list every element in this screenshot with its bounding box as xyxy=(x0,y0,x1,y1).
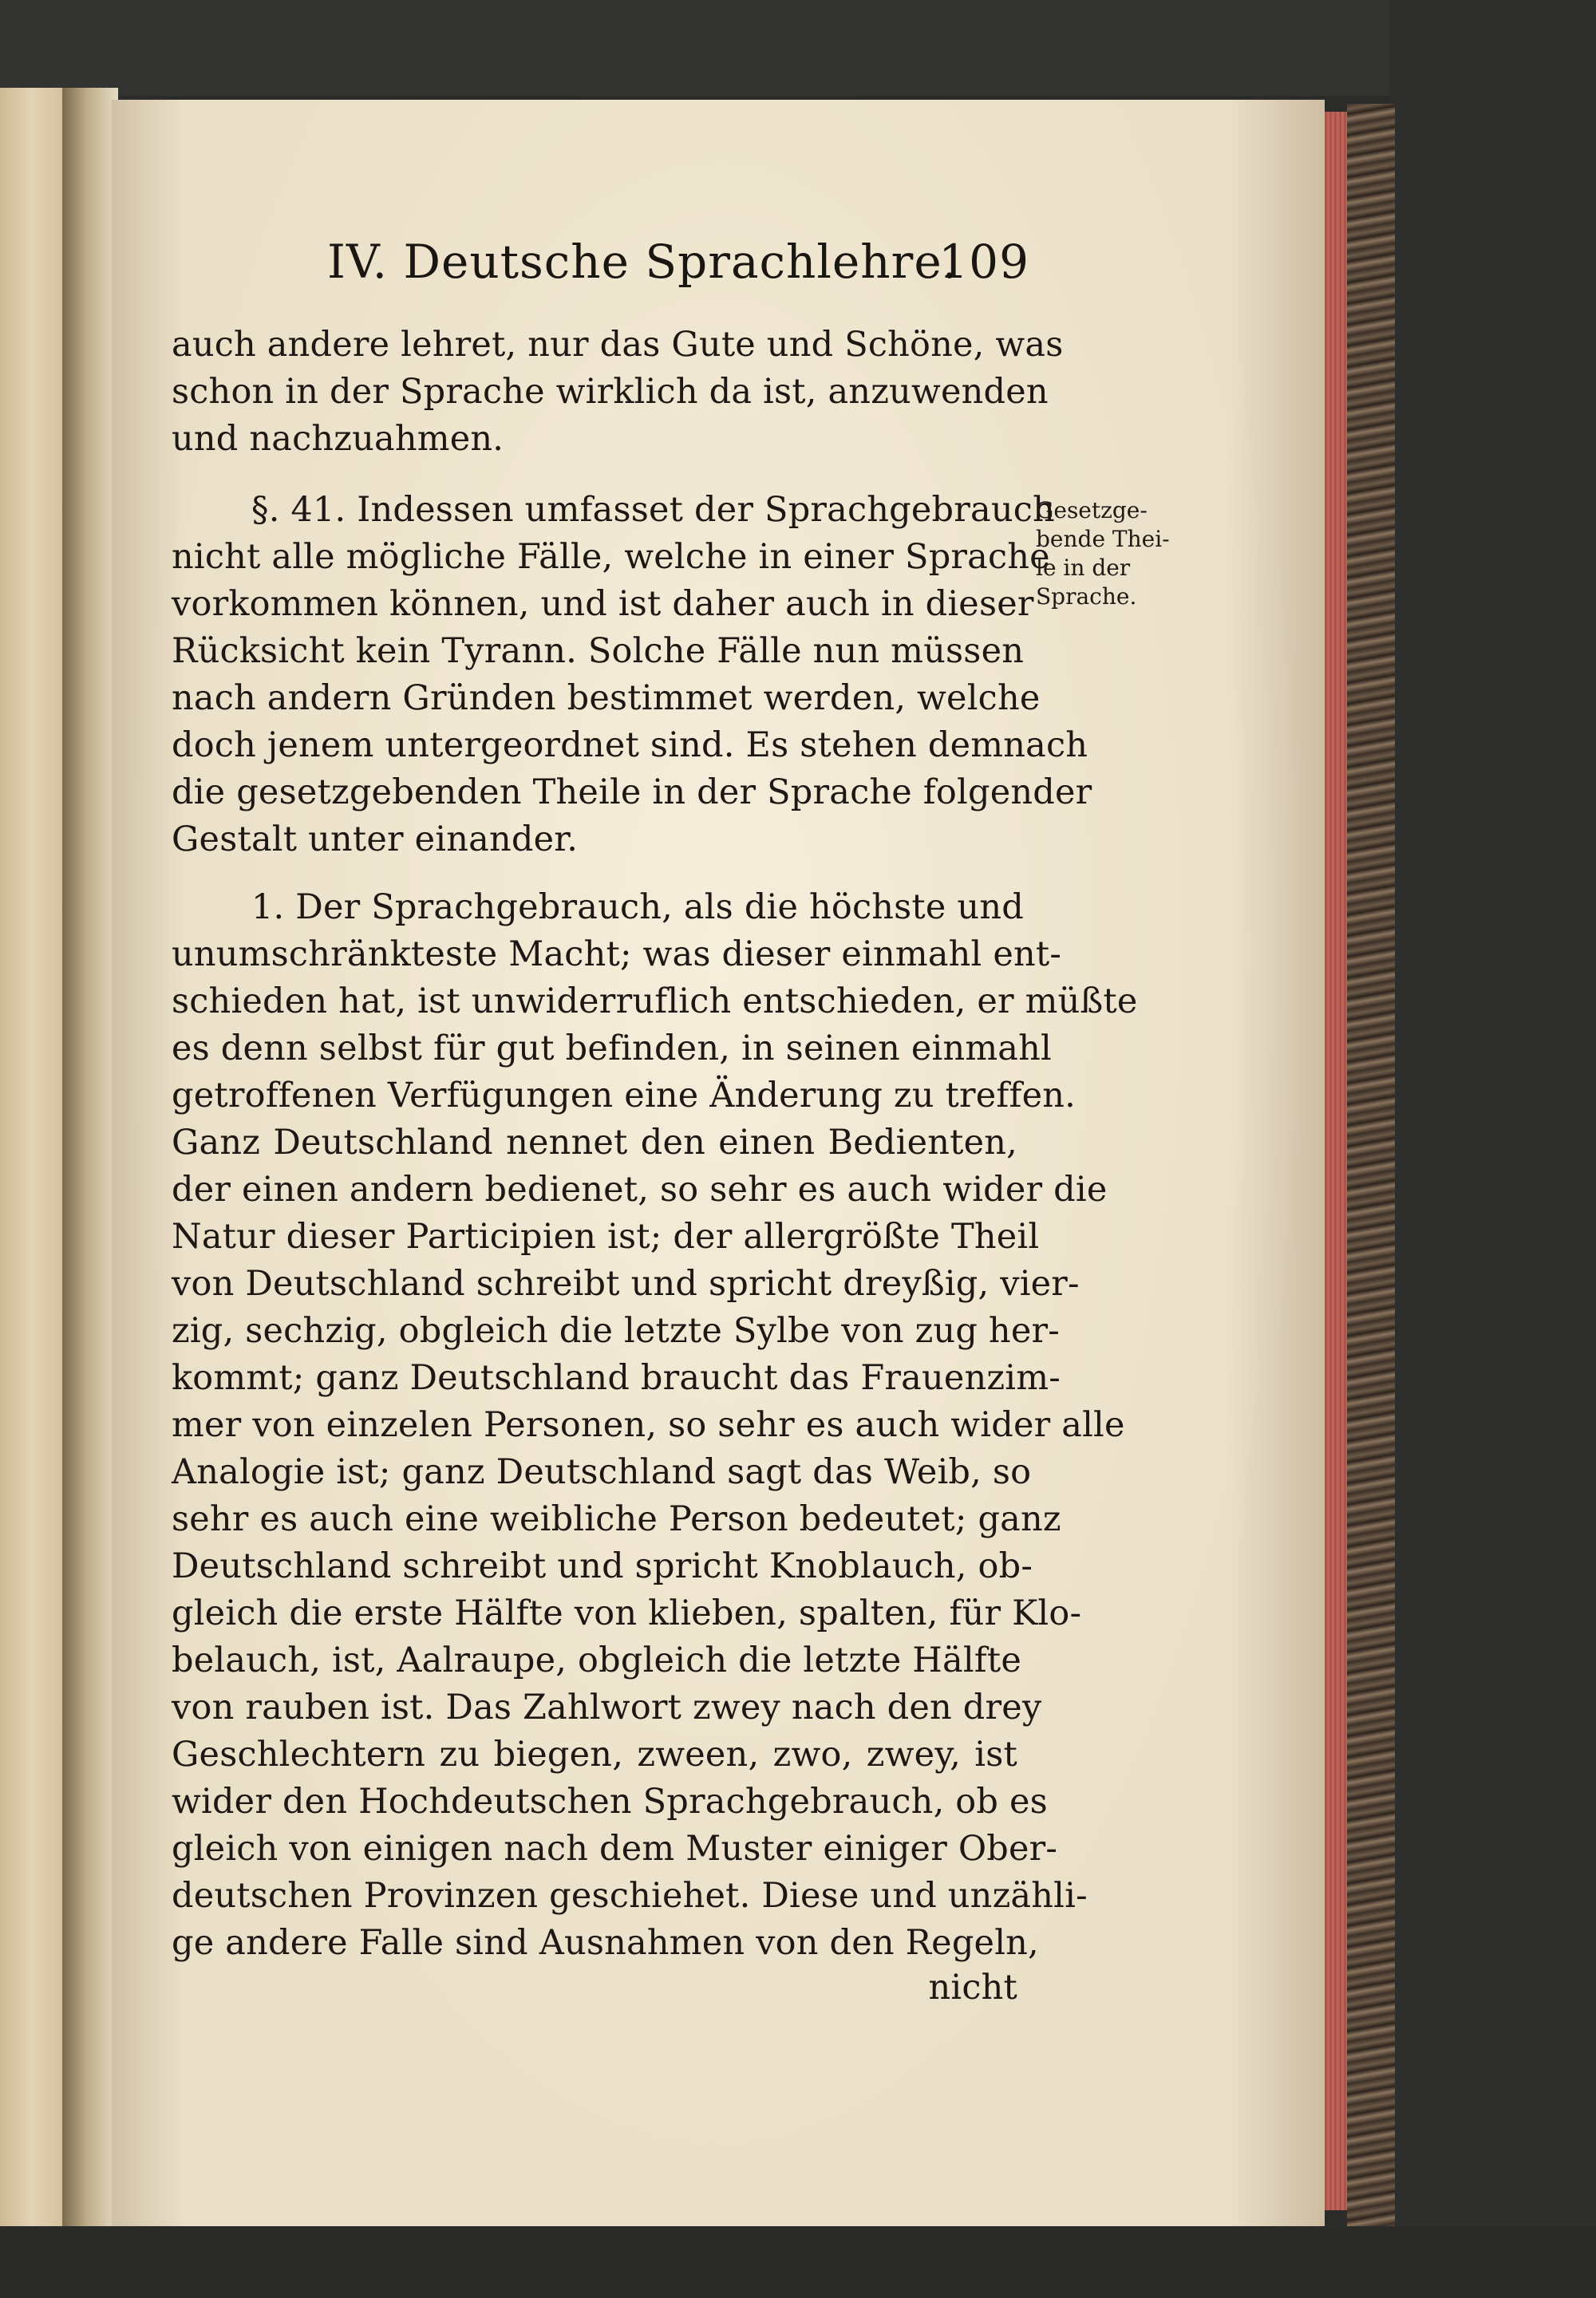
scan-background-bottom xyxy=(0,2226,1596,2298)
text-line: vorkommen können, und ist daher auch in dieser xyxy=(172,584,1034,624)
text-line: Geschlechtern zu biegen, zween, zwo, zwey, ist xyxy=(172,1735,1017,1775)
text-line: mer von einzelen Personen, so sehr es auch wider alle xyxy=(172,1405,1125,1445)
text-line: gleich von einigen nach dem Muster einiger Ober- xyxy=(172,1829,1058,1869)
running-head xyxy=(327,230,1029,294)
text-line: nach andern Gründen bestimmet werden, welche xyxy=(172,678,1041,718)
text-line: doch jenem untergeordnet sind. Es stehen demnach xyxy=(172,725,1088,765)
marginal-note-line: bende Thei- xyxy=(1036,526,1170,552)
text-line: und nachzuahmen. xyxy=(172,419,504,459)
text-line: gleich die erste Hälfte von klieben, spalten, für Klo- xyxy=(172,1593,1082,1633)
marginal-note-line: le in der xyxy=(1036,555,1131,581)
text-line: schon in der Sprache wirklich da ist, anzuwenden xyxy=(172,372,1049,412)
text-line: nicht alle mögliche Fälle, welche in einer Sprache xyxy=(172,537,1050,577)
text-line: von rauben ist. Das Zahlwort zwey nach den drey xyxy=(172,1688,1042,1727)
text-line: die gesetzgebenden Theile in der Sprache folgender xyxy=(172,772,1092,812)
marbled-book-cover xyxy=(1347,104,1395,2226)
scan-background-right xyxy=(1389,0,1596,2298)
text-line: es denn selbst für gut befinden, in seinen einmahl xyxy=(172,1029,1052,1068)
marginal-note-line: Gesetzge- xyxy=(1036,497,1148,523)
text-line: Natur dieser Participien ist; der allergrößte Theil xyxy=(172,1217,1040,1257)
paragraph-item-1 xyxy=(172,884,1138,1967)
text-line: belauch, ist, Aalraupe, obgleich die letzte Hälfte xyxy=(172,1641,1022,1680)
text-line: der einen andern bedienet, so sehr es auch wider die xyxy=(172,1170,1108,1210)
text-line: 1. Der Sprachgebrauch, als die höchste und xyxy=(251,887,1024,927)
text-line: sehr es auch eine weibliche Person bedeutet; ganz xyxy=(172,1499,1061,1539)
paragraph-continuation xyxy=(172,322,1064,463)
text-line: Analogie ist; ganz Deutschland sagt das Weib, so xyxy=(172,1452,1032,1492)
text-line: schieden hat, ist unwiderruflich entschieden, er müßte xyxy=(172,981,1138,1021)
chapter-title: IV. Deutsche Sprachlehre. xyxy=(327,235,958,289)
text-line: Ganz Deutschland nennet den einen Bedienten, xyxy=(172,1123,1017,1163)
text-line: wider den Hochdeutschen Sprachgebrauch, ob es xyxy=(172,1782,1048,1822)
text-line: kommt; ganz Deutschland braucht das Frauenzim- xyxy=(172,1358,1061,1398)
text-line: auch andere lehret, nur das Gute und Schöne, was xyxy=(172,325,1064,365)
text-line: Deutschland schreibt und spricht Knoblauch, ob- xyxy=(172,1546,1033,1586)
text-line: unumschränkteste Macht; was dieser einmahl ent- xyxy=(172,934,1062,974)
text-line: von Deutschland schreibt und spricht dreyßig, vier- xyxy=(172,1264,1080,1304)
text-line: §. 41. Indessen umfasset der Sprachgebrauch xyxy=(251,490,1055,530)
text-line: zig, sechzig, obgleich die letzte Sylbe von zug her- xyxy=(172,1311,1060,1351)
text-line: Rücksicht kein Tyrann. Solche Fälle nun müssen xyxy=(172,631,1025,671)
paragraph-section-41 xyxy=(172,487,1092,863)
marginal-note-line: Sprache. xyxy=(1036,583,1137,610)
text-line: deutschen Provinzen geschiehet. Diese und unzähli- xyxy=(172,1876,1088,1916)
book-gutter xyxy=(62,88,118,2226)
text-line: Gestalt unter einander. xyxy=(172,819,579,859)
page-number: 109 xyxy=(938,235,1029,289)
marginal-note xyxy=(1036,496,1179,611)
catchword-row xyxy=(172,1964,1017,2012)
text-line: getroffenen Verfügungen eine Änderung zu treffen. xyxy=(172,1076,1077,1115)
scan-background-top xyxy=(0,0,1596,96)
text-line: ge andere Falle sind Ausnahmen von den Regeln, xyxy=(172,1923,1039,1963)
catchword: nicht xyxy=(928,1968,1017,2008)
